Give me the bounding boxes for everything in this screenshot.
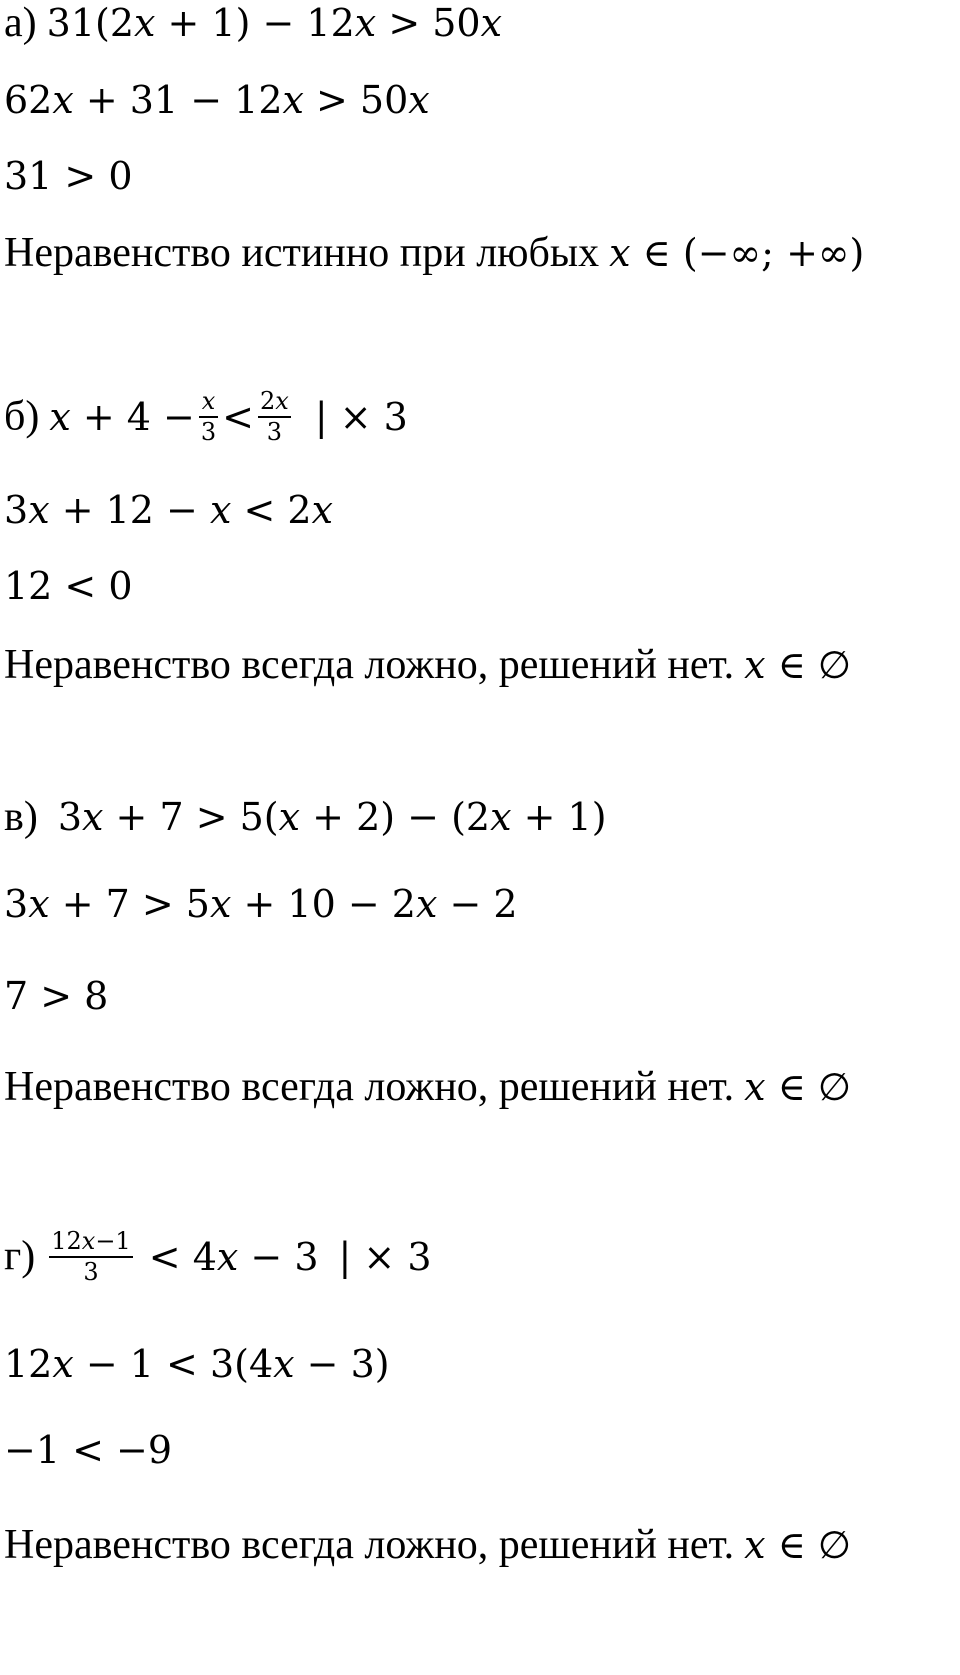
fraction-x-over-3: $\frac{x}{3}$: [200, 387, 217, 447]
part-b-line-1: [4, 387, 408, 448]
part-v-equation-1: 3x + 7 > 5(x + 2) − (2x + 1): [57, 795, 607, 839]
part-v-equation-2: 3x + 7 > 5x + 10 − 2x − 2: [4, 882, 518, 926]
part-g-conclusion: Неравенство всегда ложно, решений нет. x ∈ ∅: [4, 1522, 851, 1568]
part-v-conclusion: Неравенство всегда ложно, решений нет. x ∈ ∅: [4, 1064, 851, 1110]
part-g-equation-2: 12x − 1 < 3(4x − 3): [4, 1342, 390, 1386]
fraction-2x-over-3: $\frac{2x}{3}$: [260, 387, 289, 447]
part-b-equation-3: 12 < 0: [4, 564, 133, 608]
part-a-label: а): [4, 0, 37, 46]
part-g-equation-3: −1 < −9: [4, 1428, 173, 1472]
part-a-equation-2: 62x + 31 − 12x > 50x: [4, 78, 430, 122]
part-v-label: в): [4, 794, 38, 840]
part-a-line-1: [4, 2, 502, 44]
part-a-conclusion: Неравенство истинно при любых x ∈ (−∞; +∞): [4, 230, 865, 276]
part-b-label: б): [4, 393, 40, 440]
part-a-equation-3: 31 > 0: [4, 154, 133, 198]
part-v-line-1: [4, 796, 607, 838]
part-v-equation-3: 7 > 8: [4, 974, 109, 1018]
part-g-label: г): [4, 1233, 36, 1280]
part-g-equation-1: $\frac{12x-1}{3}$ < 4x − 3 | × 3: [51, 1227, 432, 1287]
part-a-equation-1: 31(2x + 1) − 12x > 50x: [46, 1, 503, 45]
part-b-equation-2: 3x + 12 − x < 2x: [4, 488, 334, 532]
part-g-line-1: [4, 1227, 432, 1288]
fraction-12x-1-over-3: $\frac{12x-1}{3}$: [51, 1227, 131, 1287]
part-b-equation-1: x + 4 − $\frac{x}{3}$ < $\frac{2x}{3}$ | × 3: [49, 387, 408, 447]
part-b-conclusion: Неравенство всегда ложно, решений нет. x ∈ ∅: [4, 642, 851, 688]
